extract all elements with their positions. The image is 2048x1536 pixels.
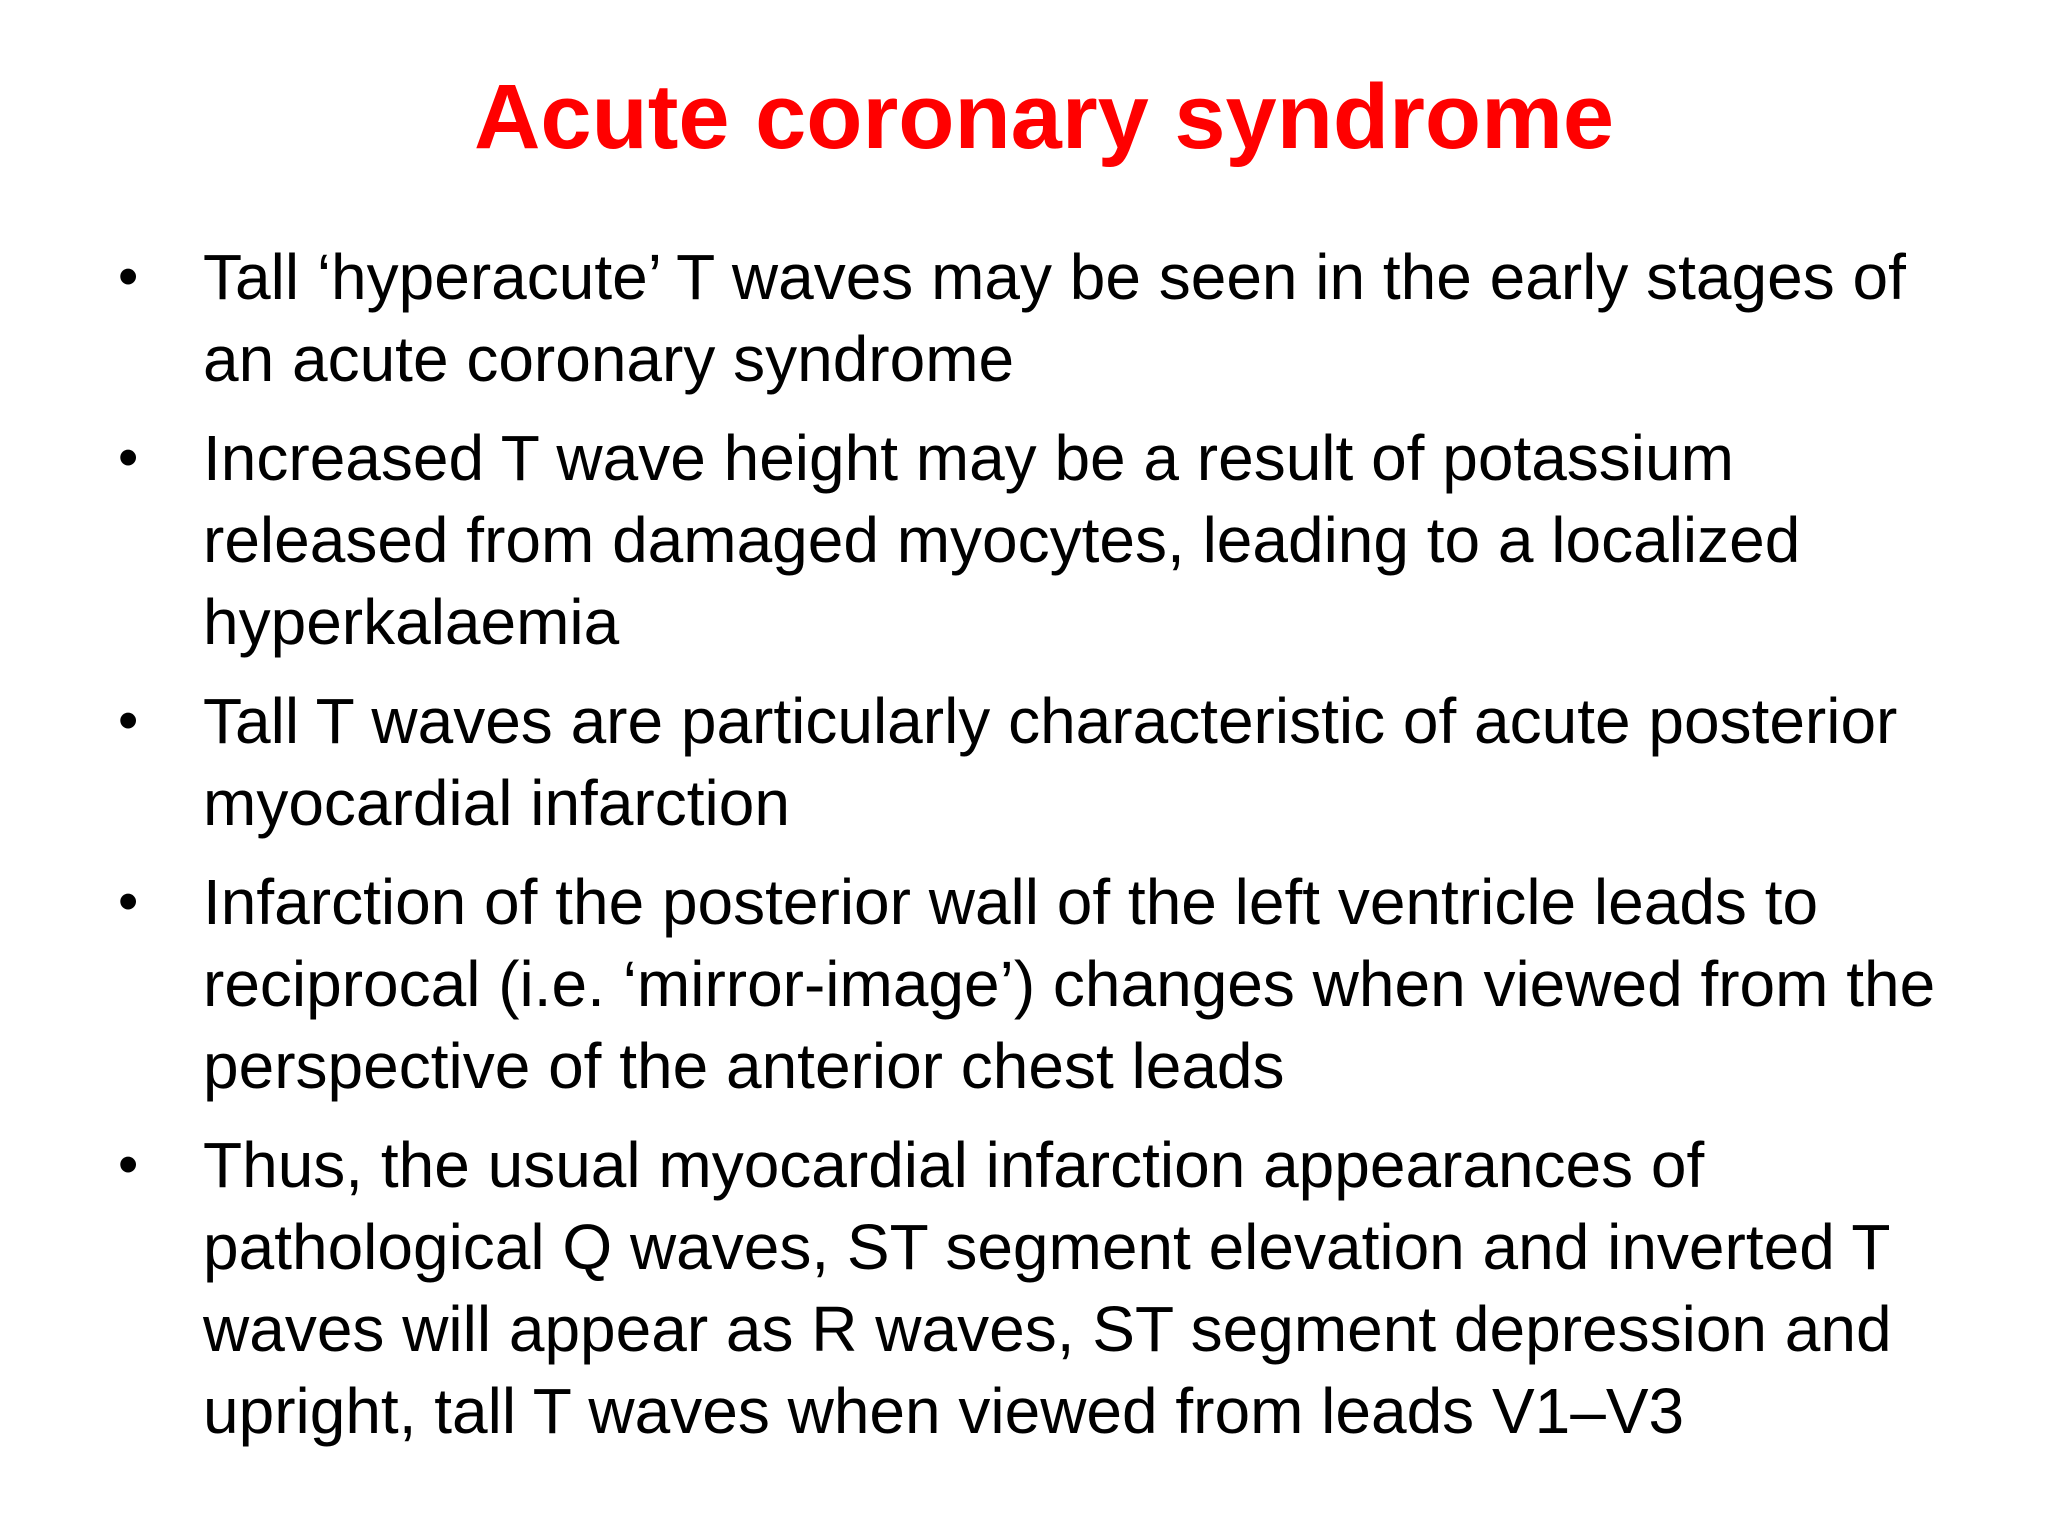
bullet-item	[118, 417, 1988, 663]
bullet-list	[118, 236, 1988, 1469]
bullet-item	[118, 1124, 1988, 1452]
slide-title: Acute coronary syndrome	[473, 66, 1615, 168]
bullet-text: Increased T wave height may be a result of potassium released from damaged myocytes, leading to a localized hyperkalaemia	[203, 422, 1801, 658]
bullet-text: Tall T waves are particularly characteristic of acute posterior myocardial infarction	[203, 685, 1898, 839]
bullet-item	[118, 861, 1988, 1107]
bullet-icon: •	[118, 688, 139, 753]
bullet-icon: •	[118, 244, 139, 309]
bullet-text: Tall ‘hyperacute’ T waves may be seen in the early stages of an acute coronary syndrome	[203, 241, 1906, 395]
bullet-item	[118, 680, 1988, 844]
bullet-icon: •	[118, 425, 139, 490]
bullet-text: Thus, the usual myocardial infarction appearances of pathological Q waves, ST segment elevation and inverted T waves will appear as R waves, ST segment depression and upright, tall T waves when viewed from leads V1–V3	[203, 1129, 1892, 1447]
bullet-text: Infarction of the posterior wall of the left ventricle leads to reciprocal (i.e. ‘mirror-image’) changes when viewed from the perspective of the anterior chest leads	[203, 866, 1936, 1102]
bullet-icon: •	[118, 1132, 139, 1197]
bullet-item	[118, 236, 1988, 400]
bullet-icon: •	[118, 869, 139, 934]
